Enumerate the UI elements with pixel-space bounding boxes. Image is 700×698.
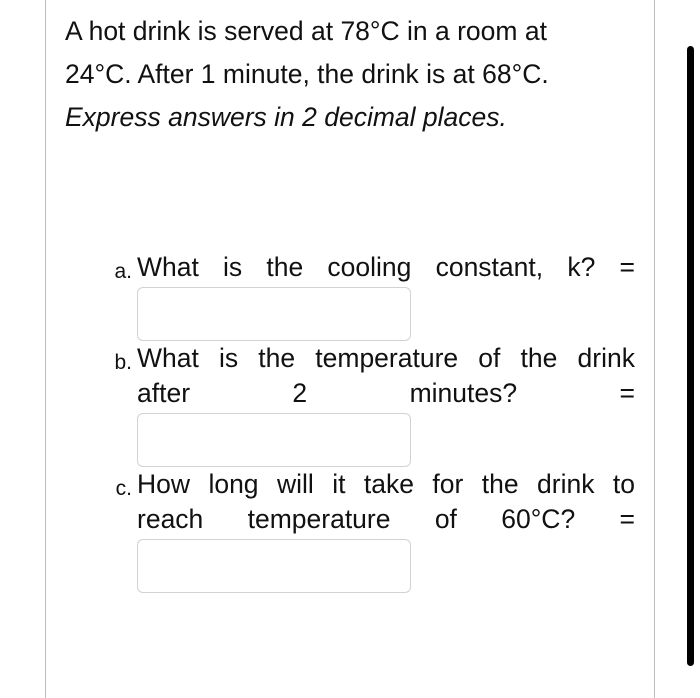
answer-input-a[interactable] — [137, 287, 411, 341]
word: is — [223, 252, 243, 282]
word: temperature — [247, 504, 391, 534]
word: is — [219, 343, 239, 373]
question-c-text-line-1 — [137, 469, 635, 500]
word: What — [137, 343, 199, 373]
word: to — [612, 469, 635, 499]
scrollbar[interactable] — [687, 46, 694, 666]
word: cooling — [327, 252, 412, 282]
word: the — [481, 469, 519, 499]
word: will — [276, 469, 314, 499]
problem-statement — [65, 10, 625, 139]
question-b-label: b. — [114, 351, 132, 374]
equals-sign: = — [619, 504, 635, 534]
word: 2 — [292, 378, 308, 408]
word: long — [208, 469, 259, 499]
question-b-text-line-1 — [137, 343, 635, 374]
instruction-text: Express answers in 2 decimal places. — [65, 102, 507, 132]
word: temperature — [315, 343, 459, 373]
word: constant, — [435, 252, 544, 282]
question-c-label: c. — [115, 477, 132, 500]
problem-line-1: A hot drink is served at 78°C in a room at — [65, 16, 547, 46]
word: for — [432, 469, 464, 499]
word: the — [266, 252, 304, 282]
word: the — [258, 343, 296, 373]
problem-line-2: 24°C. After 1 minute, the drink is at 68°C. — [65, 59, 549, 89]
word: minutes? — [409, 378, 518, 408]
word: drink — [577, 343, 635, 373]
word: k? — [567, 252, 596, 282]
question-a-text — [137, 252, 635, 283]
equals-sign: = — [619, 378, 635, 408]
question-b-text-line-2 — [137, 378, 635, 409]
word: take — [363, 469, 414, 499]
answer-input-c[interactable] — [137, 539, 411, 593]
word: it — [332, 469, 346, 499]
word: of — [478, 343, 501, 373]
word: How — [137, 469, 191, 499]
word: drink — [537, 469, 595, 499]
word: after — [137, 378, 191, 408]
equals-sign: = — [619, 252, 635, 282]
question-a-label: a. — [114, 260, 132, 283]
word: the — [520, 343, 558, 373]
question-c-text-line-2 — [137, 504, 635, 535]
word: What — [137, 252, 199, 282]
word: reach — [137, 504, 204, 534]
word: 60°C? — [501, 504, 576, 534]
answer-input-b[interactable] — [137, 413, 411, 467]
word: of — [434, 504, 457, 534]
